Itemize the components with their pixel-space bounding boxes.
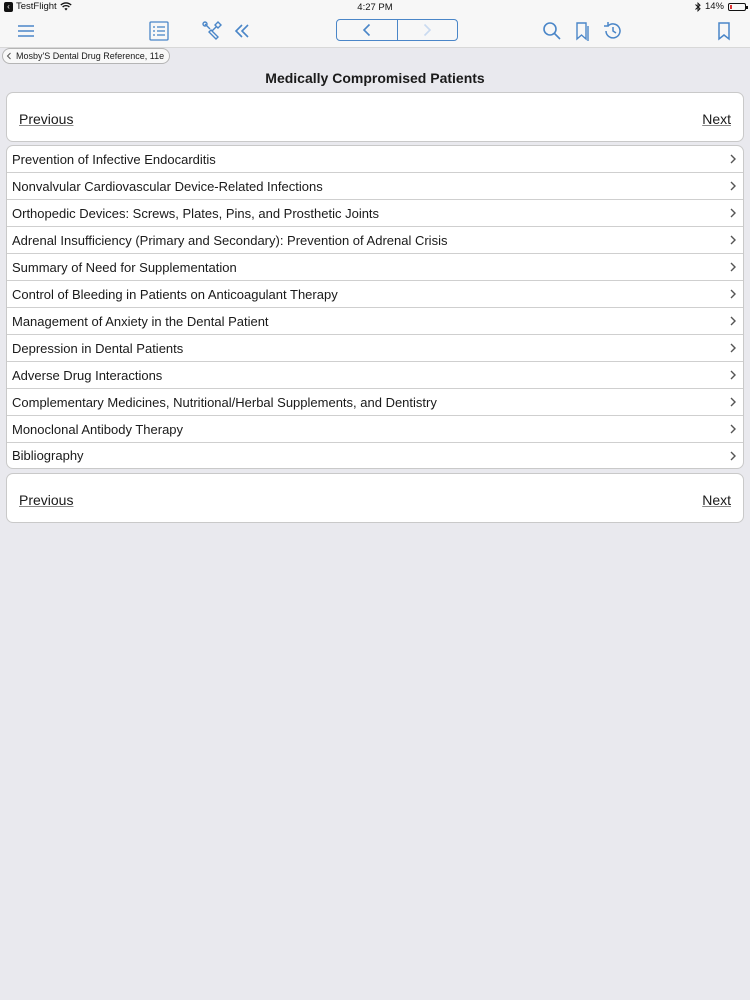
page-title: Medically Compromised Patients <box>265 70 485 86</box>
menu-icon[interactable] <box>14 19 38 43</box>
pager-bottom <box>6 473 744 523</box>
chevron-right-icon <box>729 343 737 353</box>
search-icon[interactable] <box>540 19 564 43</box>
list-item[interactable] <box>7 200 743 227</box>
list-item[interactable] <box>7 173 743 200</box>
history-icon[interactable] <box>601 19 625 43</box>
next-link[interactable]: Next <box>702 111 731 127</box>
list-item-label: Depression in Dental Patients <box>12 340 184 356</box>
pager-top <box>6 92 744 142</box>
next-link[interactable]: Next <box>702 492 731 508</box>
list-item[interactable] <box>7 362 743 389</box>
list-item[interactable] <box>7 281 743 308</box>
back-forward-control <box>336 19 458 41</box>
list-item-label: Orthopedic Devices: Screws, Plates, Pins, and Prosthetic Joints <box>12 205 380 221</box>
chevron-left-icon <box>362 23 372 37</box>
list-item-label: Monoclonal Antibody Therapy <box>12 421 184 437</box>
chevron-right-icon <box>729 451 737 461</box>
status-time: 4:27 PM <box>357 2 393 13</box>
list-item-label: Complementary Medicines, Nutritional/Herbal Supplements, and Dentistry <box>12 394 437 410</box>
list-item-label: Nonvalvular Cardiovascular Device-Related Infections <box>12 178 323 194</box>
list-item[interactable] <box>7 308 743 335</box>
tools-icon[interactable] <box>200 19 224 43</box>
double-chevron-left-icon[interactable] <box>230 19 254 43</box>
list-item[interactable] <box>7 335 743 362</box>
status-bar <box>0 0 750 14</box>
bookmarks-icon[interactable] <box>571 19 595 43</box>
chevron-right-icon <box>729 424 737 434</box>
chevron-right-icon <box>729 397 737 407</box>
list-item[interactable] <box>7 227 743 254</box>
list-item-label: Summary of Need for Supplementation <box>12 259 237 275</box>
chevron-right-icon <box>422 23 432 37</box>
chevron-right-icon <box>729 262 737 272</box>
breadcrumb[interactable] <box>2 48 170 64</box>
battery-icon <box>728 3 746 11</box>
chevron-right-icon <box>729 235 737 245</box>
list-icon[interactable] <box>147 19 171 43</box>
status-app-name[interactable]: TestFlight <box>16 1 57 12</box>
list-item[interactable] <box>7 254 743 281</box>
bluetooth-icon <box>695 2 701 12</box>
toolbar <box>0 14 750 48</box>
forward-button[interactable] <box>397 20 458 40</box>
topic-list <box>6 145 744 469</box>
bookmark-icon[interactable] <box>712 19 736 43</box>
status-right <box>695 1 746 12</box>
list-item-label: Adrenal Insufficiency (Primary and Secondary): Prevention of Adrenal Crisis <box>12 232 448 248</box>
list-item-label: Management of Anxiety in the Dental Patient <box>12 313 269 329</box>
chevron-right-icon <box>729 154 737 164</box>
chevron-right-icon <box>729 289 737 299</box>
list-item[interactable] <box>7 389 743 416</box>
chevron-right-icon <box>729 316 737 326</box>
list-item-label: Adverse Drug Interactions <box>12 367 163 383</box>
list-item-label: Prevention of Infective Endocarditis <box>12 151 216 167</box>
chevron-right-icon <box>729 181 737 191</box>
list-item[interactable] <box>7 416 743 443</box>
breadcrumb-label: Mosby'S Dental Drug Reference, 11e <box>16 51 165 61</box>
chevron-right-icon <box>729 370 737 380</box>
chevron-right-icon <box>729 208 737 218</box>
list-item[interactable] <box>7 146 743 173</box>
previous-link[interactable]: Previous <box>19 492 74 508</box>
battery-percent: 14% <box>704 1 724 12</box>
back-button[interactable] <box>337 20 397 40</box>
list-item-label: Control of Bleeding in Patients on Anticoagulant Therapy <box>12 286 338 302</box>
back-to-app-icon[interactable]: ‹ <box>4 2 13 12</box>
previous-link[interactable]: Previous <box>19 111 74 127</box>
chevron-left-icon <box>6 52 12 60</box>
list-item-label: Bibliography <box>12 448 84 463</box>
battery-level <box>730 5 732 9</box>
list-item[interactable] <box>7 443 743 468</box>
